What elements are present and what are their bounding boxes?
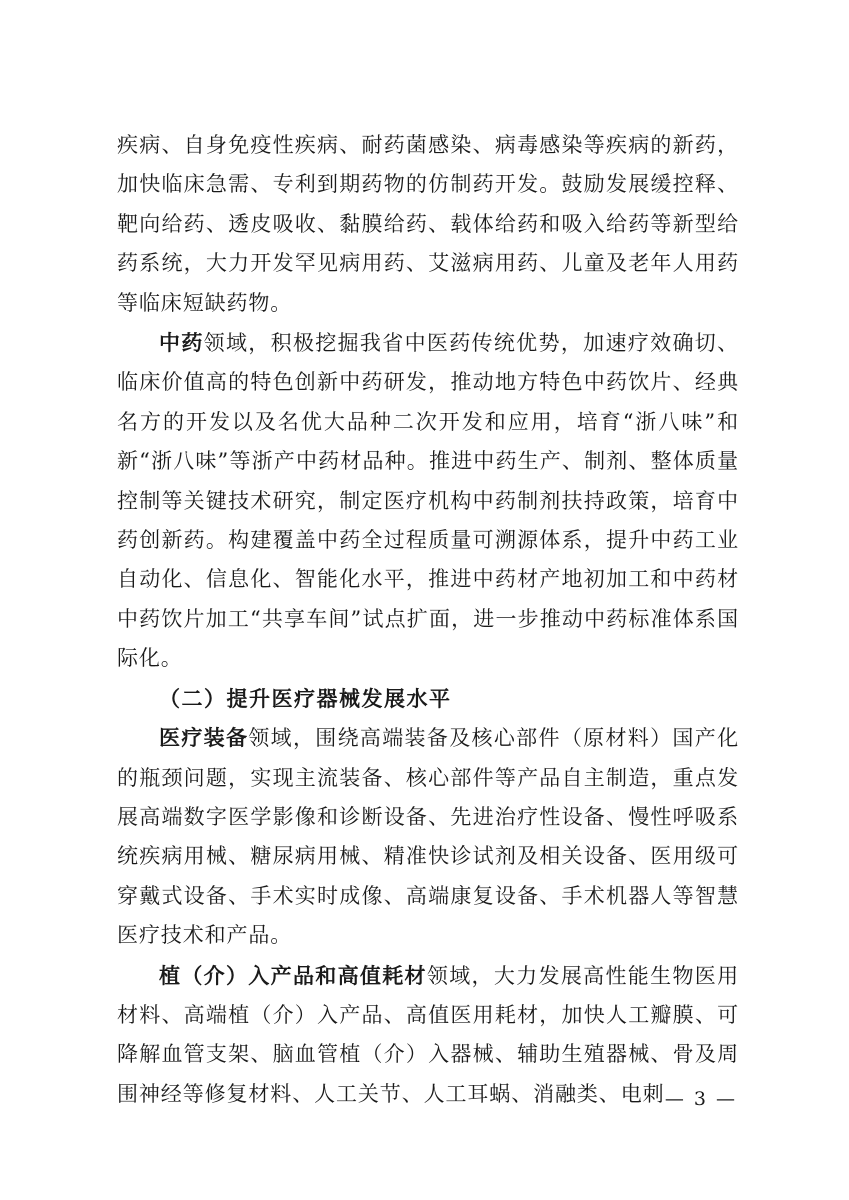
paragraph-text: 疾病、自身免疫性疾病、耐药菌感染、病毒感染等疾病的新药，加快临床急需、专利到期药物的仿制药开发。鼓励发展缓控释、靶向给药、透皮吸收、黏膜给药、载体给药和吸入给药等新型给药系统，大力开发罕见病用药、艾滋病用药、儿童及老年人用药等临床短缺药物。 xyxy=(117,133,739,315)
document-body xyxy=(117,126,739,1114)
paragraph-keyword: 中药 xyxy=(159,330,204,356)
paragraph-keyword: 植（介）入产品和高值耗材 xyxy=(159,962,427,988)
paragraph-text: 领域，围绕高端装备及核心部件（原材料）国产化的瓶颈问题，实现主流装备、核心部件等产品自主制造，重点发展高端数字医学影像和诊断设备、先进治疗性设备、慢性呼吸系统疾病用械、糖尿病用械、精准快诊试剂及相关设备、医用级可穿戴式设备、手术实时成像、高端康复设备、手术机器人等智慧医疗技术和产品。 xyxy=(117,726,739,948)
paragraph-drug-continuation xyxy=(117,126,739,323)
paragraph-implant-consumables xyxy=(117,956,739,1115)
page-number: — 3 — xyxy=(664,1088,737,1110)
paragraph-text: 领域，积极挖掘我省中医药传统优势，加速疗效确切、临床价值高的特色创新中药研发，推动地方特色中药饮片、经典名方的开发以及名优大品种二次开发和应用，培育“浙八味”和新“浙八味”等浙产中药材品种。推进中药生产、制剂、整体质量控制等关键技术研究，制定医疗机构中药制剂扶持政策，培育中药创新药。构建覆盖中药全过程质量可溯源体系，提升中药工业自动化、信息化、智能化水平，推进中药材产地初加工和中药材中药饮片加工“共享车间”试点扩面，进一步推动中药标准体系国际化。 xyxy=(117,331,739,671)
paragraph-keyword: 医疗装备 xyxy=(159,725,249,751)
paragraph-medical-equipment xyxy=(117,718,739,955)
paragraph-tcm xyxy=(117,323,739,679)
paragraph-text: 领域，大力发展高性能生物医用材料、高端植（介）入产品、高值医用耗材，加快人工瓣膜、可降解血管支架、脑血管植（介）入器械、辅助生殖器械、骨及周围神经等修复材料、人工关节、人工耳蜗、消融类、电刺 xyxy=(117,963,739,1106)
section-heading: （二）提升医疗器械发展水平 xyxy=(159,685,452,711)
